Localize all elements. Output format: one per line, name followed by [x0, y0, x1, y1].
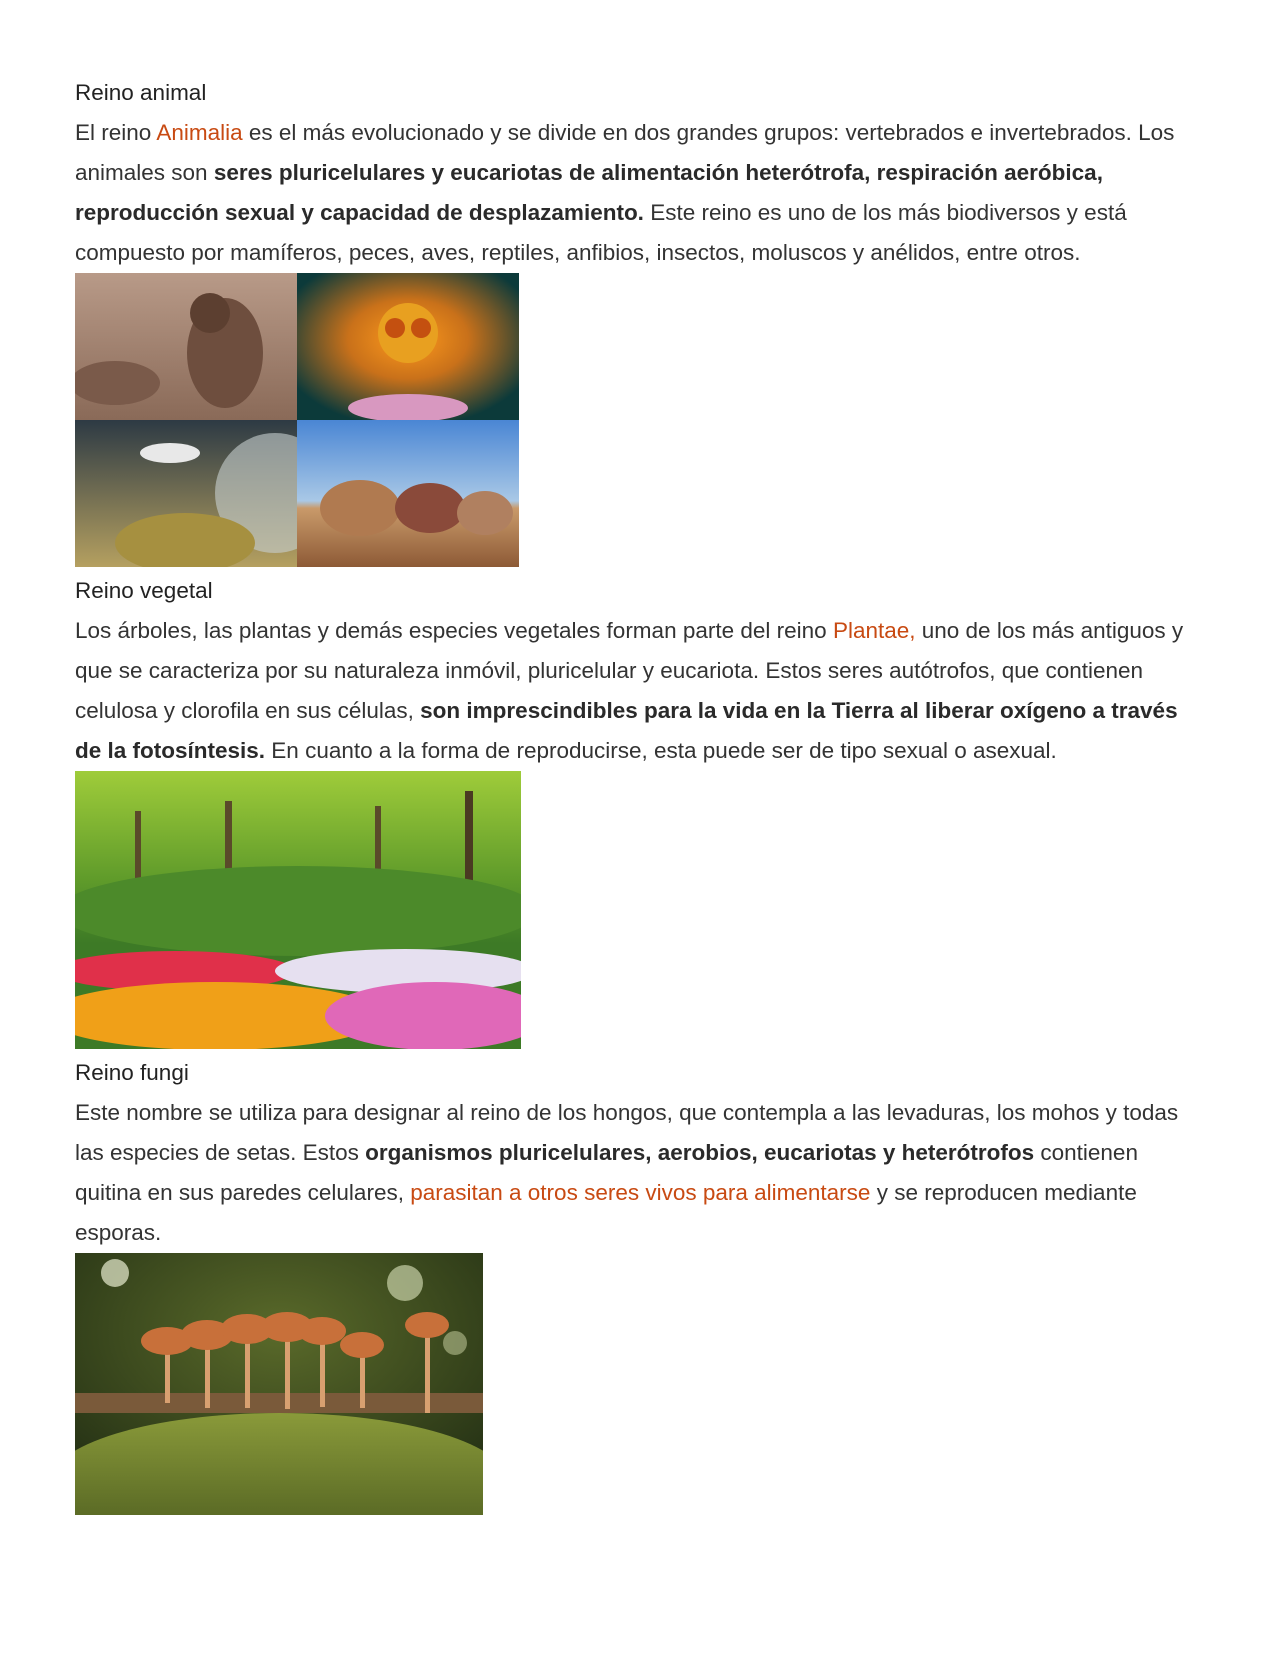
paragraph-text: y se reproducen mediante esporas. [75, 1180, 1137, 1245]
paragraph-text: contienen quitina en sus paredes celulares, [75, 1140, 1138, 1205]
link-animalia[interactable]: Animalia [156, 120, 243, 145]
link-parasitan[interactable]: parasitan a otros seres vivos para alimentarse [410, 1180, 871, 1205]
section-heading-fungi: Reino fungi [75, 1060, 189, 1085]
paragraph-text: Este reino es uno de los más biodiversos y está compuesto por mamíferos, peces, aves, reptiles, anfibios, insectos, moluscos y anélidos, entre otros. [75, 200, 1127, 265]
animals-collage-image [75, 273, 519, 567]
link-plantae[interactable]: Plantae, [832, 618, 916, 643]
paragraph-text: Este nombre se utiliza para designar al reino de los hongos, que contempla a las levaduras, los mohos y todas las especies de setas. Estos [75, 1100, 1179, 1165]
mushrooms-image [75, 1253, 483, 1515]
document-content [75, 73, 1210, 1515]
paragraph-fungi [75, 1093, 1210, 1253]
bold-text: seres pluricelulares y eucariotas de alimentación heterótrofa, respiración aeróbica, reproducción sexual y capacidad de desplazamiento. [75, 160, 1103, 225]
paragraph-text: es el más evolucionado y se divide en dos grandes grupos: vertebrados e invertebrados. Los animales son [75, 120, 1175, 185]
section-heading-animal: Reino animal [75, 80, 207, 105]
paragraph-text: En cuanto a la forma de reproducirse, esta puede ser de tipo sexual o asexual. [265, 738, 1057, 763]
paragraph-plant [75, 611, 1210, 771]
garden-image [75, 771, 521, 1049]
bold-text: son imprescindibles para la vida en la Tierra al liberar oxígeno a través de la fotosíntesis. [75, 698, 1178, 763]
bold-text: organismos pluricelulares, aerobios, eucariotas y heterótrofos [365, 1140, 1035, 1165]
paragraph-text: Los árboles, las plantas y demás especies vegetales forman parte del reino [75, 618, 833, 643]
paragraph-text: uno de los más antiguos y que se caracteriza por su naturaleza inmóvil, pluricelular y eucariota. Estos seres autótrofos, que contienen celulosa y clorofila en sus células, [75, 618, 1184, 723]
paragraph-text: El reino [75, 120, 157, 145]
paragraph-animal [75, 113, 1210, 273]
section-heading-plant: Reino vegetal [75, 578, 213, 603]
